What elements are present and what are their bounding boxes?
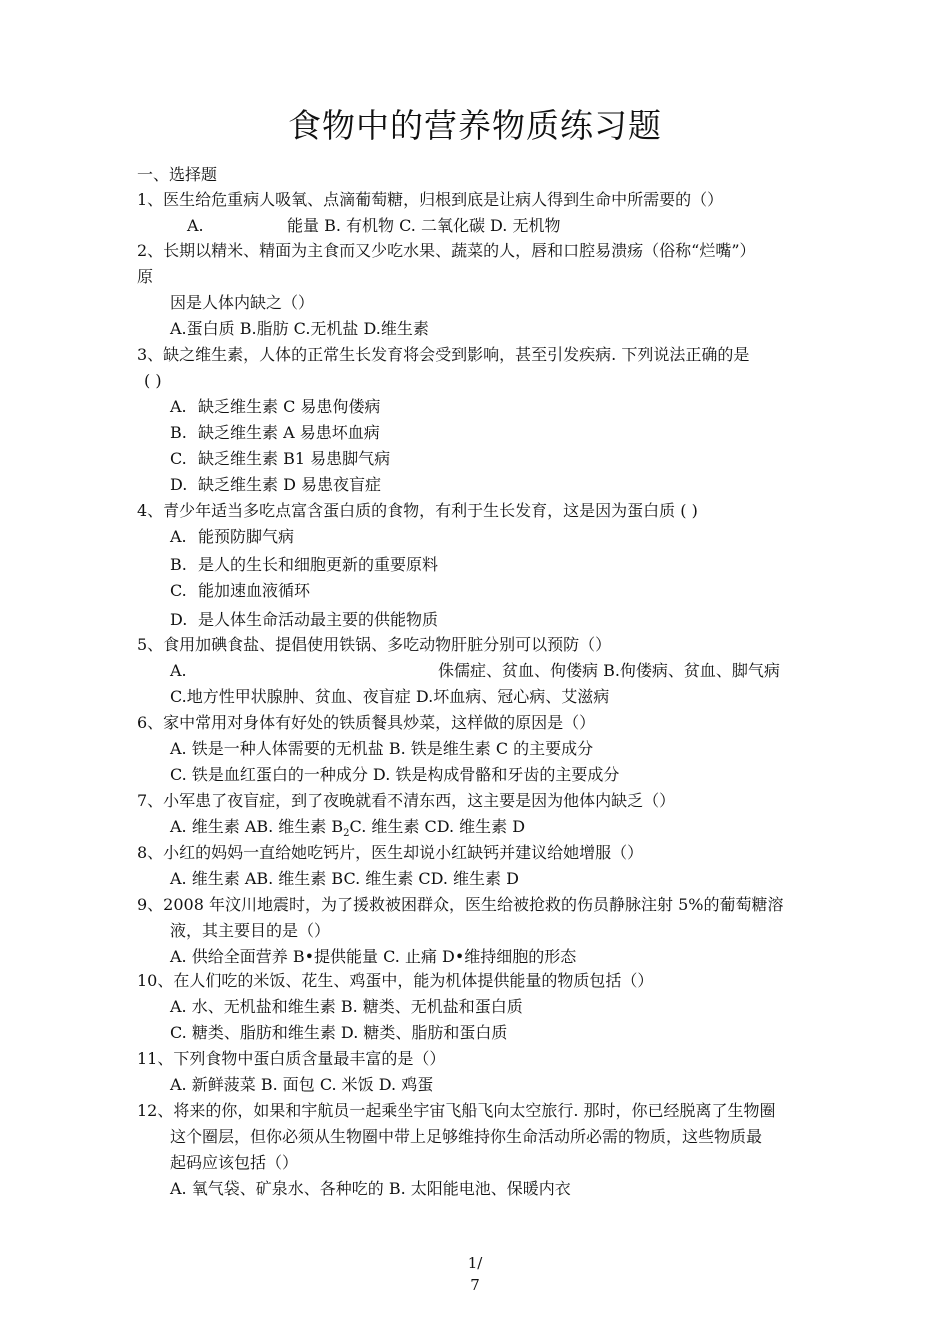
question-5-options-2: C.地方性甲状腺肿、贫血、夜盲症 D.坏血病、冠心病、艾滋病 <box>170 687 610 706</box>
option-text: 缺乏维生素 A 易患坏血病 <box>198 423 380 442</box>
question-3-stem-cont: ( ) <box>144 371 162 390</box>
question-1-options: 能量 B. 有机物 C. 二氧化碳 D. 无机物 <box>287 216 561 235</box>
question-9-stem-cont: 液，其主要目的是（） <box>170 921 331 940</box>
question-11-stem: 11、下列食物中蛋白质含量最丰富的是（） <box>137 1049 446 1068</box>
option-text: 是人体生命活动最主要的供能物质 <box>198 610 439 629</box>
question-8-stem: 8、小红的妈妈一直给她吃钙片，医生却说小红缺钙并建议给她增服（） <box>137 843 644 862</box>
question-2-options: A.蛋白质 B.脂肪 C.无机盐 D.维生素 <box>170 319 429 338</box>
option-label: C. <box>170 449 187 468</box>
question-3-stem: 3、缺之维生素，人体的正常生长发育将会受到影响，甚至引发疾病. 下列说法正确的是 <box>137 345 750 364</box>
question-4-option-d <box>170 609 438 631</box>
question-3-option-d <box>170 474 381 496</box>
question-9-stem: 9、2008 年汶川地震时，为了援救被困群众，医生给被抢救的伤员静脉注射 5%的葡萄糖溶 <box>137 895 784 914</box>
question-12-stem: 12、将来的你，如果和宇航员一起乘坐宇宙飞船飞向太空旅行. 那时，你已经脱离了生物圈 <box>137 1101 776 1120</box>
question-12-stem-3: 起码应该包括（） <box>170 1153 299 1172</box>
section-heading: 一、选择题 <box>137 165 218 184</box>
question-3-option-b <box>170 422 380 444</box>
question-11-options: A. 新鲜菠菜 B. 面包 C. 米饭 D. 鸡蛋 <box>170 1075 434 1094</box>
option-text: 是人的生长和细胞更新的重要原料 <box>198 555 439 574</box>
question-10-options-1: A. 水、无机盐和维生素 B. 糖类、无机盐和蛋白质 <box>170 997 523 1016</box>
question-4-stem: 4、青少年适当多吃点富含蛋白质的食物，有利于生长发育，这是因为蛋白质 ( ) <box>137 501 698 520</box>
question-12-options: A. 氧气袋、矿泉水、各种吃的 B. 太阳能电池、保暖内衣 <box>170 1179 571 1198</box>
option-label: B. <box>170 423 187 442</box>
question-2-stem-cont: 因是人体内缺之（） <box>170 293 315 312</box>
question-6-stem: 6、家中常用对身体有好处的铁质餐具炒菜，这样做的原因是（） <box>137 713 596 732</box>
question-5-stem: 5、食用加碘食盐、提倡使用铁锅、多吃动物肝脏分别可以预防（） <box>137 635 612 654</box>
option-label: A. <box>170 397 187 416</box>
question-9-options: A. 供给全面营养 B•提供能量 C. 止痛 D•维持细胞的形态 <box>170 947 577 966</box>
question-7-stem: 7、小军患了夜盲症，到了夜晚就看不清东西，这主要是因为他体内缺乏（） <box>137 791 676 810</box>
question-1-stem: 1、医生给危重病人吸氧、点滴葡萄糖，归根到底是让病人得到生命中所需要的（） <box>137 190 724 209</box>
question-6-options-2: C. 铁是血红蛋白的一种成分 D. 铁是构成骨骼和牙齿的主要成分 <box>170 765 620 784</box>
option-text: 能加速血液循环 <box>198 581 311 600</box>
page-total: 7 <box>470 1276 480 1294</box>
option-label: A. <box>170 527 187 546</box>
page-title: 食物中的营养物质练习题 <box>288 106 662 145</box>
page-number: 1/ <box>467 1254 483 1272</box>
question-6-options-1: A. 铁是一种人体需要的无机盐 B. 铁是维生素 C 的主要成分 <box>170 739 594 758</box>
question-2-stem: 2、长期以精米、精面为主食而又少吃水果、蔬菜的人，唇和口腔易溃疡（俗称“烂嘴”） <box>137 241 756 260</box>
question-4-option-b <box>170 554 438 576</box>
option-text: 缺乏维生素 D 易患夜盲症 <box>198 475 382 494</box>
question-3-option-a <box>170 396 380 418</box>
option-label: D. <box>170 475 188 494</box>
question-10-stem: 10、在人们吃的米饭、花生、鸡蛋中，能为机体提供能量的物质包括（） <box>137 971 654 990</box>
question-5-option-label: A. <box>170 661 187 680</box>
options-part-1: A. 维生素 AB. 维生素 B <box>170 817 344 836</box>
option-label: C. <box>170 581 187 600</box>
question-1-option-label: A. <box>187 216 204 235</box>
question-5-options: 侏儒症、贫血、佝偻病 B.佝偻病、贫血、脚气病 <box>438 661 780 680</box>
question-4-option-c <box>170 580 310 602</box>
option-text: 缺乏维生素 C 易患佝偻病 <box>198 397 381 416</box>
question-10-options-2: C. 糖类、脂肪和维生素 D. 糖类、脂肪和蛋白质 <box>170 1023 508 1042</box>
question-7-options <box>170 816 525 845</box>
option-label: D. <box>170 610 188 629</box>
question-2-stem-wrap: 原 <box>137 267 154 286</box>
subscript: 2 <box>343 828 350 840</box>
options-part-2: C. 维生素 CD. 维生素 D <box>349 817 526 836</box>
option-text: 能预防脚气病 <box>198 527 295 546</box>
question-12-stem-2: 这个圈层，但你必须从生物圈中带上足够维持你生命活动所必需的物质，这些物质最 <box>170 1127 763 1146</box>
question-8-options: A. 维生素 AB. 维生素 BC. 维生素 CD. 维生素 D <box>170 869 519 888</box>
option-text: 缺乏维生素 B1 易患脚气病 <box>198 449 391 468</box>
question-4-option-a <box>170 526 294 548</box>
option-label: B. <box>170 555 187 574</box>
question-3-option-c <box>170 448 390 470</box>
